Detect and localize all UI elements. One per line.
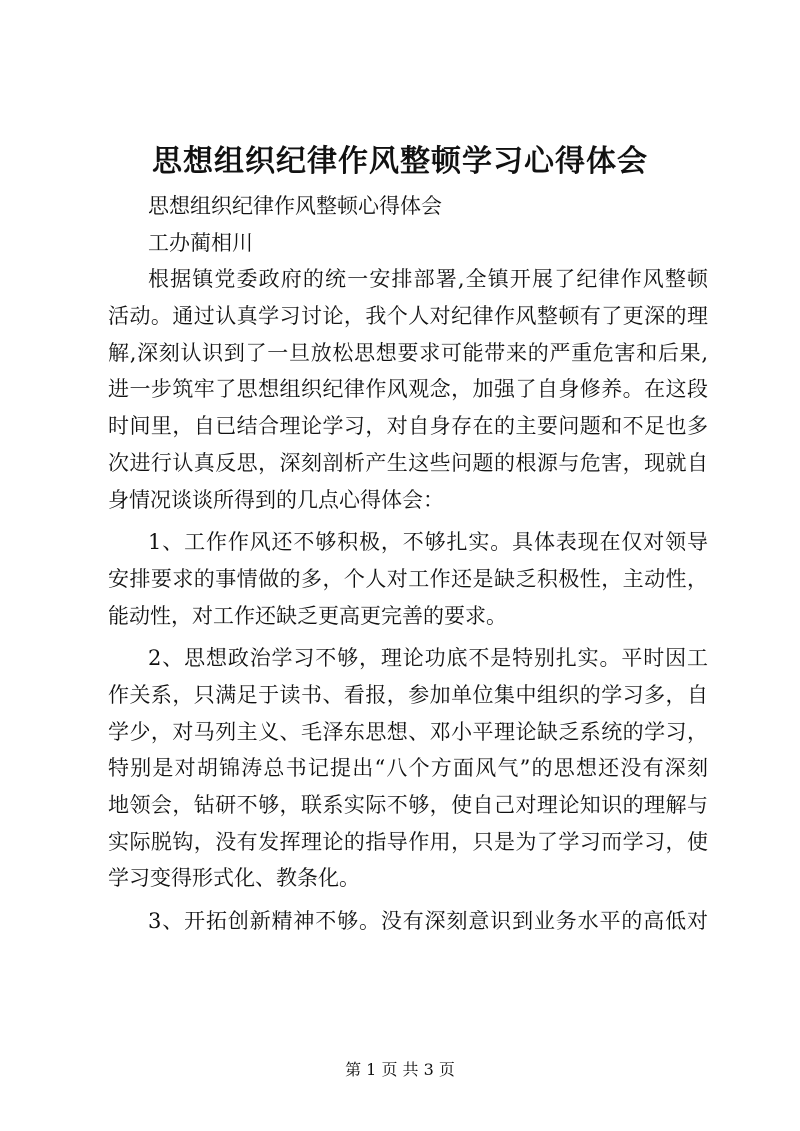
paragraph-line: 1、工作作风还不够积极，不够扎实。具体表现在仅对领导 [148, 530, 708, 555]
paragraph-line: 根据镇党委政府的统一安排部署,全镇开展了纪律作风整顿 [148, 267, 708, 292]
paragraph-line: 特别是对胡锦涛总书记提出“八个方面风气”的思想还没有深刻 [108, 756, 708, 781]
paragraph-line: 地领会，钻研不够，联系实际不够，使自己对理论知识的理解与 [108, 793, 708, 817]
paragraph-line: 时间里，自已结合理论学习，对自身存在的主要问题和不足也多 [108, 414, 708, 439]
paragraph-line: 活动。通过认真学习讨论，我个人对纪律作风整顿有了更深的理 [108, 304, 708, 329]
document-title: 思想组织纪律作风整顿学习心得体会 [152, 144, 648, 179]
paragraph-line: 实际脱钩，没有发挥理论的指导作用，只是为了学习而学习，使 [108, 829, 708, 854]
paragraph-1 [108, 261, 708, 518]
paragraph-line: 解,深刻认识到了一旦放松思想要求可能带来的严重危害和后果, [108, 340, 708, 365]
document-subtitle: 思想组织纪律作风整顿心得体会 [148, 194, 442, 218]
paragraph-line: 安排要求的事情做的多，个人对工作还是缺乏积极性，主动性， [108, 566, 708, 591]
paragraph-line: 学习变得形式化、教条化。 [108, 866, 360, 891]
paragraph-line: 3、开拓创新精神不够。没有深刻意识到业务水平的高低对 [148, 909, 708, 934]
paragraph-line: 2、思想政治学习不够，理论功底不是特别扎实。平时因工 [148, 646, 708, 671]
document-author: 工办蔺相川 [148, 230, 253, 255]
paragraph-line: 次进行认真反思，深刻剖析产生这些问题的根源与危害，现就自 [108, 450, 708, 475]
document-body [108, 188, 708, 940]
page-number-footer: 第 1 页 共 3 页 [345, 1060, 455, 1079]
paragraph-4 [108, 903, 708, 940]
paragraph-line: 学少，对马列主义、毛泽东思想、邓小平理论缺乏系统的学习， [108, 719, 708, 744]
paragraph-line: 身情况谈谈所得到的几点心得体会： [108, 487, 444, 512]
paragraph-line: 能动性，对工作还缺乏更高更完善的要求。 [108, 603, 507, 628]
paragraph-2 [108, 524, 708, 634]
paragraph-line: 作关系，只满足于读书、看报，参加单位集中组织的学习多，自 [108, 682, 708, 707]
paragraph-3 [108, 640, 708, 897]
paragraph-line: 进一步筑牢了思想组织纪律作风观念，加强了自身修养。在这段 [108, 377, 708, 402]
